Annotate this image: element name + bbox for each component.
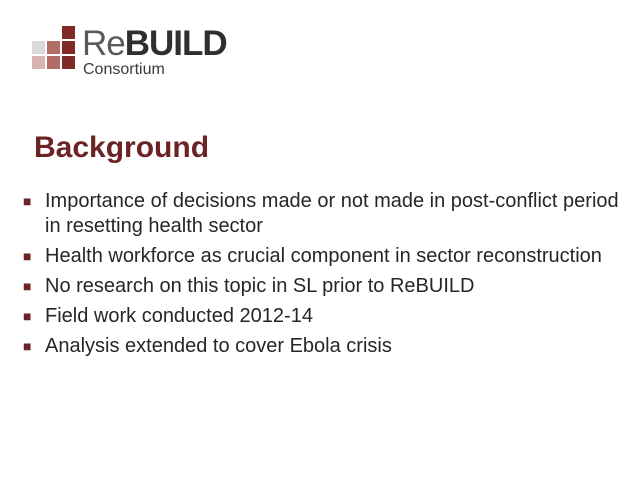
logo-wordmark bbox=[82, 26, 227, 61]
bullet-item bbox=[22, 304, 622, 329]
slide-title: Background bbox=[34, 131, 210, 164]
logo-square bbox=[62, 41, 75, 54]
logo-word-re: Re bbox=[82, 24, 125, 63]
bullet-list bbox=[22, 189, 622, 364]
logo-mark-icon bbox=[32, 26, 76, 72]
bullet-text: Analysis extended to cover Ebola crisis bbox=[45, 335, 392, 357]
bullet-text: No research on this topic in SL prior to ReBUILD bbox=[45, 275, 475, 297]
bullet-text: Field work conducted 2012-14 bbox=[45, 305, 313, 327]
logo-square bbox=[62, 56, 75, 69]
square-bullet-icon: ■ bbox=[23, 308, 32, 324]
bullet-item bbox=[22, 189, 622, 239]
logo-word-build: BUILD bbox=[124, 24, 227, 63]
logo-square bbox=[47, 41, 60, 54]
square-bullet-icon: ■ bbox=[23, 278, 32, 294]
rebuild-logo bbox=[32, 26, 232, 80]
logo-square bbox=[32, 41, 45, 54]
logo-text bbox=[82, 26, 227, 78]
bullet-text: Importance of decisions made or not made in post-conflict period in resetting health sector bbox=[45, 190, 619, 237]
square-bullet-icon: ■ bbox=[23, 193, 32, 209]
bullet-text: Health workforce as crucial component in sector reconstruction bbox=[45, 245, 602, 267]
logo-square bbox=[32, 56, 45, 69]
square-bullet-icon: ■ bbox=[23, 248, 32, 264]
logo-square bbox=[47, 56, 60, 69]
bullet-item bbox=[22, 274, 622, 299]
bullet-item bbox=[22, 334, 622, 359]
logo-square bbox=[62, 26, 75, 39]
bullet-item bbox=[22, 244, 622, 269]
square-bullet-icon: ■ bbox=[23, 338, 32, 354]
logo-subtitle: Consortium bbox=[83, 61, 165, 78]
